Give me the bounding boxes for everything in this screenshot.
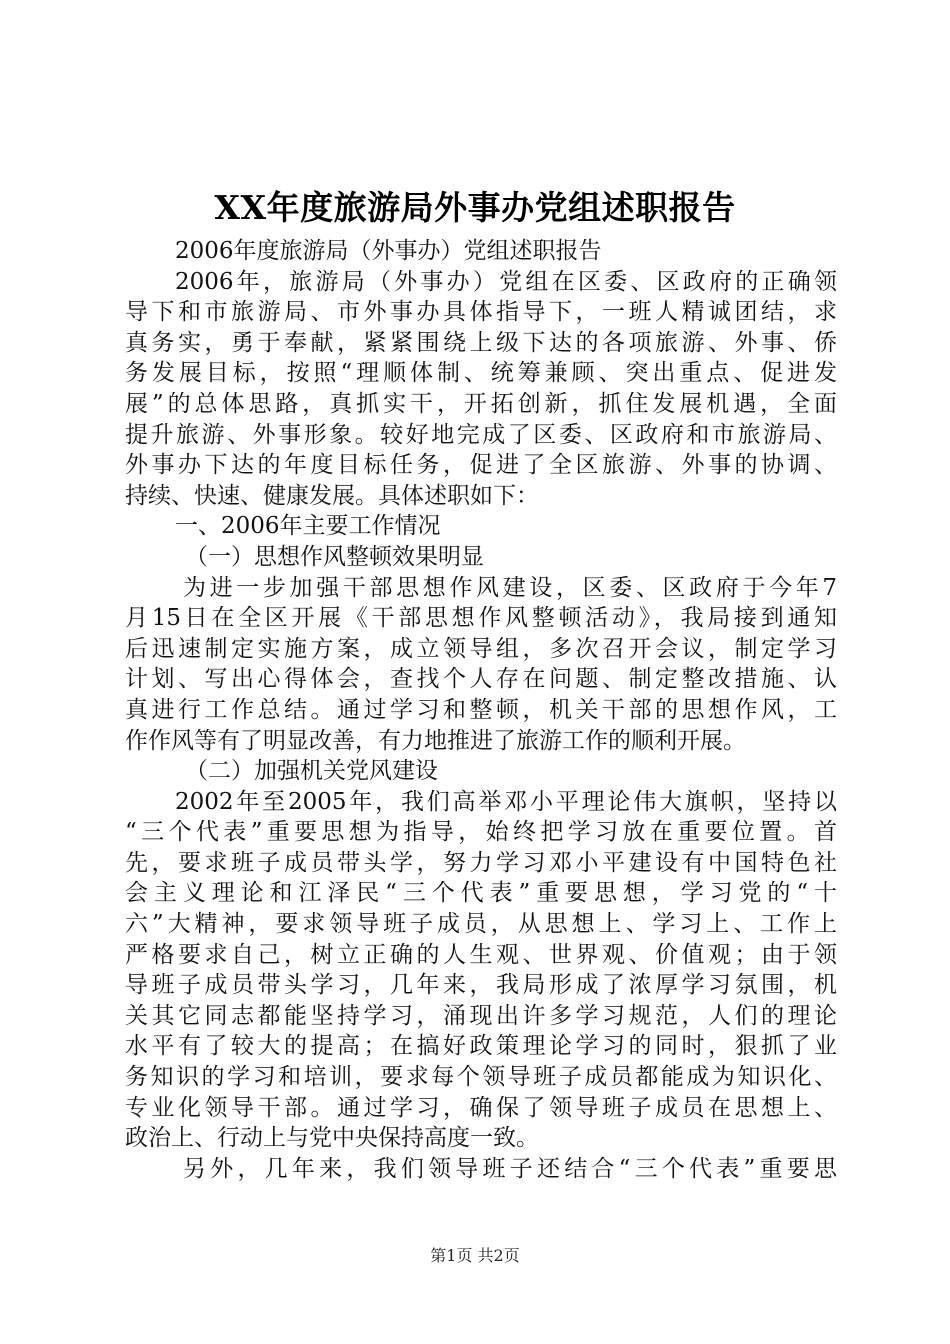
- paragraph-line: 2006年，旅游局（外事办）党组在区委、区政府的正确领: [175, 268, 837, 295]
- paragraph-line: 水平有了较大的提高；在搞好政策理论学习的同时，狠抓了业: [125, 1033, 837, 1060]
- subsection-heading: （二）加强机关党风建设: [185, 758, 438, 785]
- paragraph-line: 真务实，勇于奉献，紧紧围绕上级下达的各项旅游、外事、侨: [125, 329, 837, 356]
- paragraph-line: 会主义理论和江泽民“三个代表”重要思想，学习党的“十: [125, 880, 837, 907]
- document-title: XX年度旅游局外事办党组述职报告: [214, 188, 736, 227]
- paragraph-line: 另外，几年来，我们领导班子还结合“三个代表”重要思: [183, 1155, 837, 1182]
- paragraph-line: 外事办下达的年度目标任务，促进了全区旅游、外事的协调、: [125, 452, 837, 479]
- paragraph-line: 关其它同志都能坚持学习，涌现出许多学习规范，人们的理论: [125, 1002, 837, 1029]
- paragraph-line: 作作风等有了明显改善，有力地推进了旅游工作的顺利开展。: [125, 727, 746, 754]
- paragraph-line: 六”大精神，要求领导班子成员，从思想上、学习上、工作上: [125, 911, 837, 938]
- subsection-heading: （一）思想作风整顿效果明显: [185, 543, 484, 570]
- paragraph-line: 为进一步加强干部思想作风建设，区委、区政府于今年7: [183, 574, 837, 601]
- paragraph-line: 持续、快速、健康发展。具体述职如下：: [125, 482, 539, 509]
- paragraph-line: 务发展目标，按照“理顺体制、统筹兼顾、突出重点、促进发: [125, 360, 837, 387]
- paragraph-line: 后迅速制定实施方案，成立领导组，多次召开会议，制定学习: [125, 635, 837, 662]
- page-number-footer: 第1页 共2页: [430, 1246, 520, 1265]
- paragraph-line: 月15日在全区开展《干部思想作风整顿活动》，我局接到通知: [125, 605, 837, 632]
- paragraph-line: 政治上、行动上与党中央保持高度一致。: [125, 1125, 539, 1152]
- paragraph-line: 务知识的学习和培训，要求每个领导班子成员都能成为知识化、: [125, 1064, 837, 1091]
- paragraph-line: 计划、写出心得体会，查找个人存在问题、制定整改措施、认: [125, 666, 837, 693]
- paragraph-line: 真进行工作总结。通过学习和整顿，机关干部的思想作风，工: [125, 696, 837, 723]
- paragraph-line: 2002年至2005年，我们高举邓小平理论伟大旗帜，坚持以: [175, 788, 837, 815]
- paragraph-line: “三个代表”重要思想为指导，始终把学习放在重要位置。首: [125, 819, 837, 846]
- paragraph-line: 导下和市旅游局、市外事办具体指导下，一班人精诚团结，求: [125, 299, 837, 326]
- paragraph-line: 提升旅游、外事形象。较好地完成了区委、区政府和市旅游局、: [125, 421, 837, 448]
- paragraph-line: 先，要求班子成员带头学，努力学习邓小平建设有中国特色社: [125, 849, 837, 876]
- section-heading: 一、2006年主要工作情况: [175, 513, 441, 540]
- paragraph-line: 严格要求自己，树立正确的人生观、世界观、价值观；由于领: [125, 941, 837, 968]
- paragraph-line: 专业化领导干部。通过学习，确保了领导班子成员在思想上、: [125, 1094, 837, 1121]
- subtitle-line: 2006年度旅游局（外事办）党组述职报告: [175, 238, 602, 264]
- paragraph-line: 展”的总体思路，真抓实干，开拓创新，抓住发展机遇，全面: [125, 390, 837, 417]
- paragraph-line: 导班子成员带头学习，几年来，我局形成了浓厚学习氛围，机: [125, 972, 837, 999]
- document-body: [125, 236, 837, 1184]
